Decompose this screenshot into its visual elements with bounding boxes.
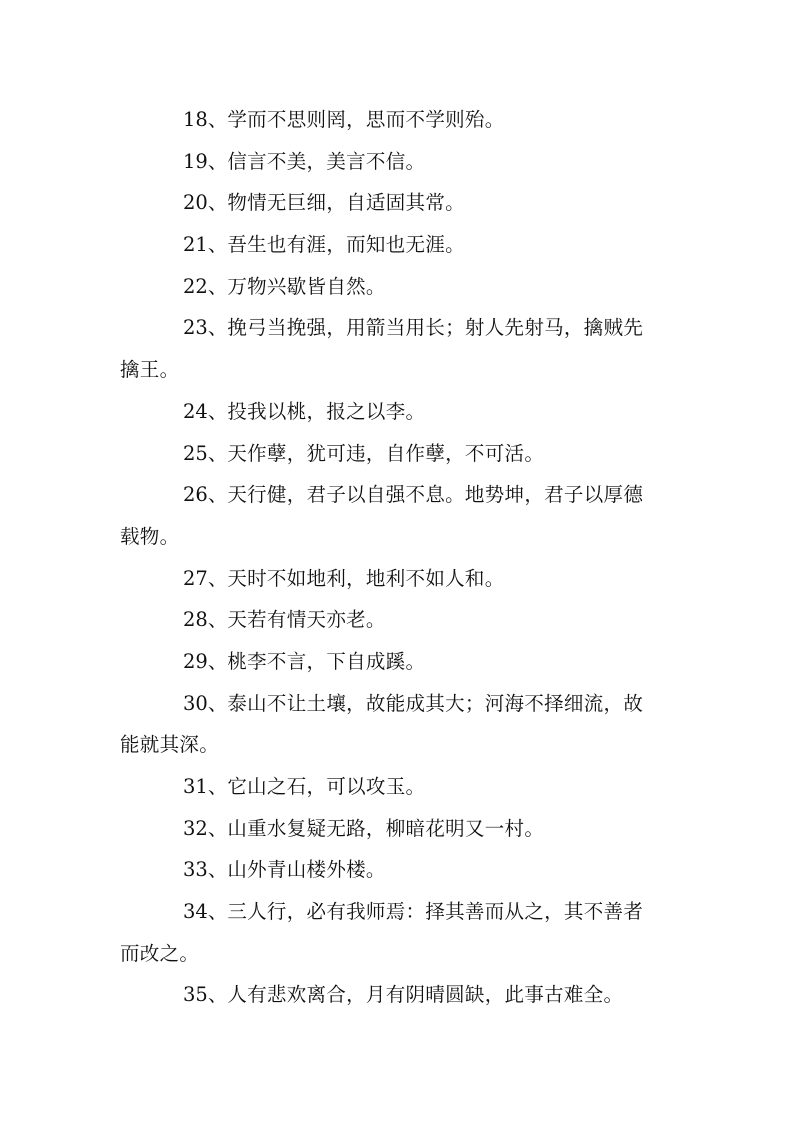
quote-item	[0, 391, 794, 433]
quote-number: 18、	[183, 108, 228, 131]
quote-item-continuation	[0, 516, 794, 558]
quote-number: 25、	[183, 441, 228, 465]
quote-number: 24、	[183, 399, 228, 423]
quote-text: 能就其深。	[120, 733, 220, 757]
quote-text: 天若有情天亦老。	[227, 608, 386, 632]
quote-number: 34、	[183, 900, 228, 924]
quote-text: 擒王。	[120, 358, 180, 382]
quote-number: 22、	[183, 274, 228, 298]
quote-item	[0, 141, 794, 183]
quote-item	[0, 266, 794, 308]
quote-number: 32、	[183, 816, 228, 840]
quote-item	[0, 683, 794, 725]
quote-text: 它山之石，可以攻玉。	[227, 775, 426, 798]
quote-item	[0, 474, 794, 516]
quote-list	[0, 99, 794, 1016]
quote-item	[0, 558, 794, 600]
quote-text: 挽弓当挽强，用箭当用长；射人先射马，擒贼先	[227, 316, 644, 340]
quote-text: 吾生也有涯，而知也无涯。	[227, 233, 465, 257]
quote-number: 31、	[183, 775, 228, 798]
quote-item-continuation	[0, 933, 794, 975]
quote-text: 信言不美，美言不信。	[227, 149, 426, 173]
quote-item-continuation	[0, 349, 794, 391]
quote-item	[0, 182, 794, 224]
quote-item-continuation	[0, 724, 794, 766]
quote-text: 投我以桃，报之以李。	[227, 399, 426, 423]
quote-text: 学而不思则罔，思而不学则殆。	[227, 108, 505, 131]
quote-text: 载物。	[120, 524, 180, 548]
quote-number: 23、	[183, 316, 228, 340]
quote-item	[0, 641, 794, 683]
quote-text: 三人行，必有我师焉：择其善而从之，其不善者	[227, 900, 644, 924]
quote-text: 山外青山楼外楼。	[227, 858, 386, 882]
quote-number: 27、	[183, 566, 228, 590]
quote-item	[0, 891, 794, 933]
quote-item	[0, 849, 794, 891]
quote-text: 万物兴歇皆自然。	[227, 274, 386, 298]
quote-number: 21、	[183, 233, 228, 257]
quote-item	[0, 808, 794, 850]
quote-item	[0, 433, 794, 475]
quote-number: 29、	[183, 649, 228, 673]
quote-text: 天行健，君子以自强不息。地势坤，君子以厚德	[227, 483, 644, 507]
quote-text: 山重水复疑无路，柳暗花明又一村。	[227, 816, 545, 840]
quote-item	[0, 307, 794, 349]
quote-item	[0, 99, 794, 141]
quote-text: 天作孽，犹可违，自作孽，不可活。	[227, 441, 545, 465]
quote-text: 天时不如地利，地利不如人和。	[227, 566, 505, 590]
quote-text: 泰山不让土壤，故能成其大；河海不择细流，故	[227, 691, 644, 715]
quote-number: 35、	[183, 983, 228, 1007]
quote-item	[0, 766, 794, 808]
quote-text: 桃李不言，下自成蹊。	[227, 649, 426, 673]
quote-number: 19、	[183, 149, 228, 173]
quote-item	[0, 599, 794, 641]
quote-text: 物情无巨细，自适固其常。	[227, 191, 465, 215]
quote-text: 而改之。	[120, 941, 200, 965]
quote-number: 26、	[183, 483, 228, 507]
quote-number: 20、	[183, 191, 228, 215]
quote-item	[0, 224, 794, 266]
quote-text: 人有悲欢离合，月有阴晴圆缺，此事古难全。	[227, 983, 624, 1007]
quote-number: 33、	[183, 858, 228, 882]
quote-number: 28、	[183, 608, 228, 632]
quote-item	[0, 974, 794, 1016]
quote-number: 30、	[183, 691, 228, 715]
